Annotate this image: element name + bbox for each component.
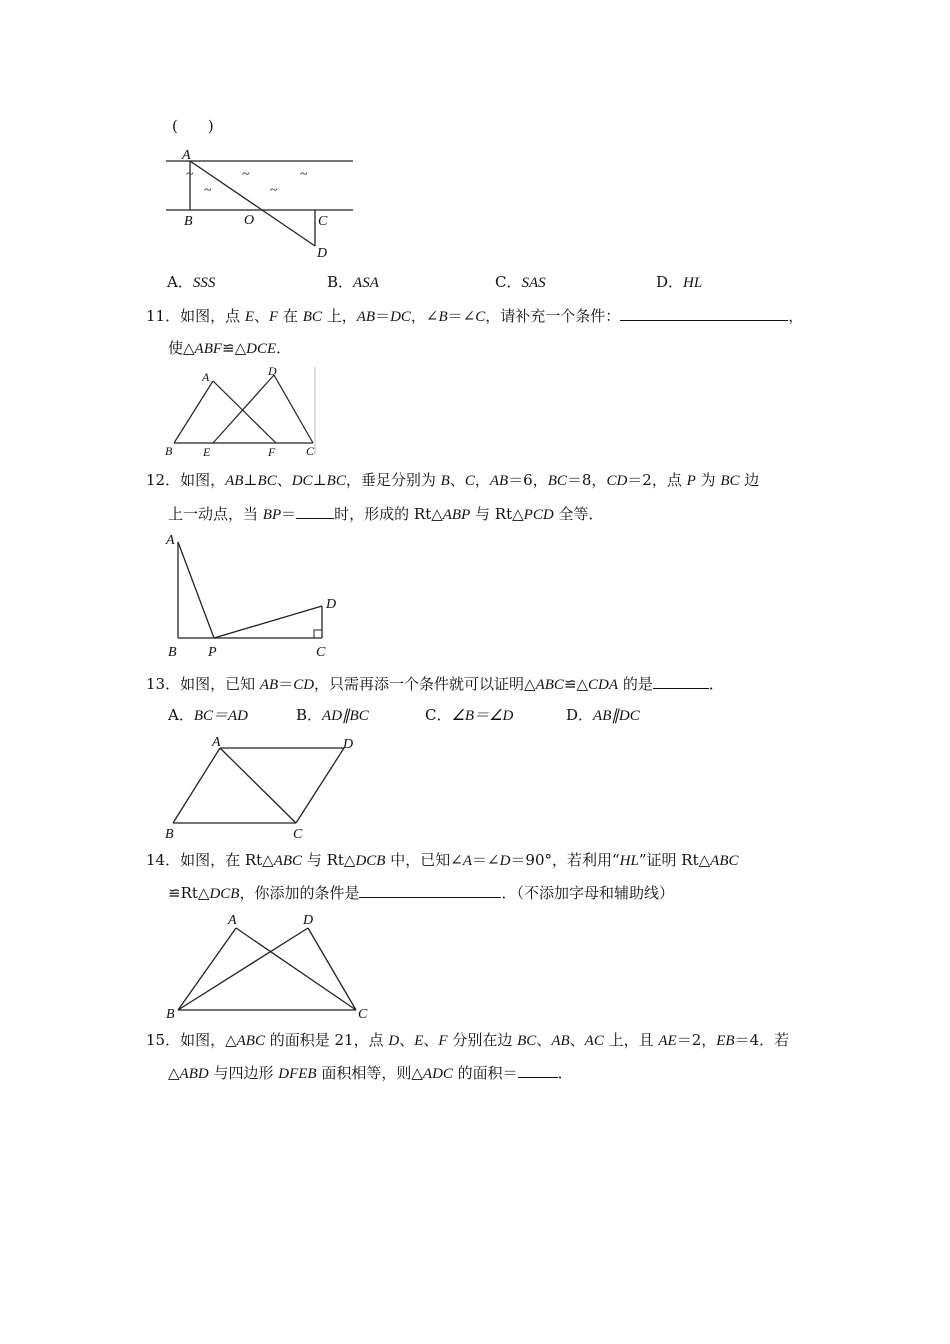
q10-option-d: D．HL bbox=[656, 273, 703, 291]
q10-wave-mark: ~ bbox=[242, 167, 250, 182]
q10-option-b: B．ASA bbox=[327, 273, 379, 291]
q13-option-a: A．BC＝AD bbox=[168, 706, 249, 724]
q13-option-b: B．AD∥BC bbox=[296, 706, 369, 724]
q10-answer-bracket: ( ) bbox=[172, 117, 214, 135]
q10-label-O: O bbox=[244, 213, 255, 228]
q12-label-P: P bbox=[208, 645, 217, 660]
q12-line2: 上一动点，当 BP＝ 时，形成的 Rt△ABP 与 Rt△PCD 全等． bbox=[168, 505, 604, 523]
q14-label-B: B bbox=[166, 1007, 175, 1022]
q12-figure bbox=[160, 530, 350, 662]
q10-option-a: A．SSS bbox=[167, 273, 216, 291]
q10-wave-mark: ~ bbox=[186, 167, 194, 182]
q11-answer-blank[interactable] bbox=[620, 306, 788, 321]
q10-wave-mark: ~ bbox=[204, 183, 212, 198]
q11-label-C: C bbox=[306, 444, 315, 458]
q10-option-c: C．SAS bbox=[495, 273, 546, 291]
q10-label-C: C bbox=[318, 214, 328, 229]
q15-line2: △ABD 与四边形 DFEB 面积相等，则△ADC 的面积＝ ． bbox=[168, 1064, 573, 1082]
q11-line2: 使△ABF≌△DCE． bbox=[168, 339, 292, 357]
q10-wave-mark: ~ bbox=[300, 167, 308, 182]
q13-option-c: C．∠B＝∠D bbox=[425, 706, 514, 724]
q14-answer-blank[interactable] bbox=[359, 883, 501, 898]
q10-label-A: A bbox=[182, 148, 191, 163]
q12-answer-blank[interactable] bbox=[296, 504, 334, 519]
q15-answer-blank[interactable] bbox=[518, 1063, 558, 1078]
q11-label-F: F bbox=[268, 445, 276, 459]
q10-wave-mark: ~ bbox=[270, 183, 278, 198]
q12-label-C: C bbox=[316, 645, 326, 660]
q13-figure bbox=[160, 732, 370, 842]
q14-line2: ≌Rt△DCB，你添加的条件是 ．（不添加字母和辅助线） bbox=[168, 884, 674, 902]
q13-label-B: B bbox=[165, 827, 174, 842]
q10-label-B: B bbox=[184, 214, 193, 229]
q13-label-A: A bbox=[212, 735, 221, 750]
q11-label-D: D bbox=[268, 364, 277, 378]
q12-label-B: B bbox=[168, 645, 177, 660]
q12-line1: 12．如图，AB⊥BC、DC⊥BC，垂足分别为 B、C，AB＝6，BC＝8，CD＝2，点 P 为 BC 边 bbox=[146, 471, 760, 489]
q14-figure bbox=[160, 908, 380, 1020]
q10-figure bbox=[160, 140, 360, 265]
q14-label-C: C bbox=[358, 1007, 368, 1022]
q10-label-D: D bbox=[317, 246, 328, 261]
q13-stem: 13．如图，已知 AB＝CD，只需再添一个条件就可以证明△ABC≌△CDA 的是 ． bbox=[146, 675, 724, 693]
q14-label-A: A bbox=[228, 913, 237, 928]
q13-label-C: C bbox=[293, 827, 303, 842]
q14-line1: 14．如图，在 Rt△ABC 与 Rt△DCB 中，已知∠A＝∠D＝90°，若利用“HL”证明 Rt△ABC bbox=[146, 851, 739, 869]
q13-answer-blank[interactable] bbox=[653, 674, 709, 689]
q12-label-D: D bbox=[326, 597, 337, 612]
q14-label-D: D bbox=[303, 913, 314, 928]
q13-label-D: D bbox=[343, 737, 354, 752]
q11-figure bbox=[160, 363, 320, 461]
q11-label-B: B bbox=[165, 444, 173, 458]
q12-label-A: A bbox=[166, 533, 175, 548]
q11-line1: 11．如图，点 E、F 在 BC 上，AB＝DC，∠B＝∠C，请补充一个条件： ， bbox=[146, 307, 804, 325]
q15-line1: 15．如图，△ABC 的面积是 21，点 D、E、F 分别在边 BC、AB、AC 上，且 AE＝2，EB＝4．若 bbox=[146, 1031, 790, 1049]
q11-label-A: A bbox=[202, 370, 210, 384]
q13-option-d: D．AB∥DC bbox=[566, 706, 640, 724]
q11-label-E: E bbox=[203, 445, 211, 459]
